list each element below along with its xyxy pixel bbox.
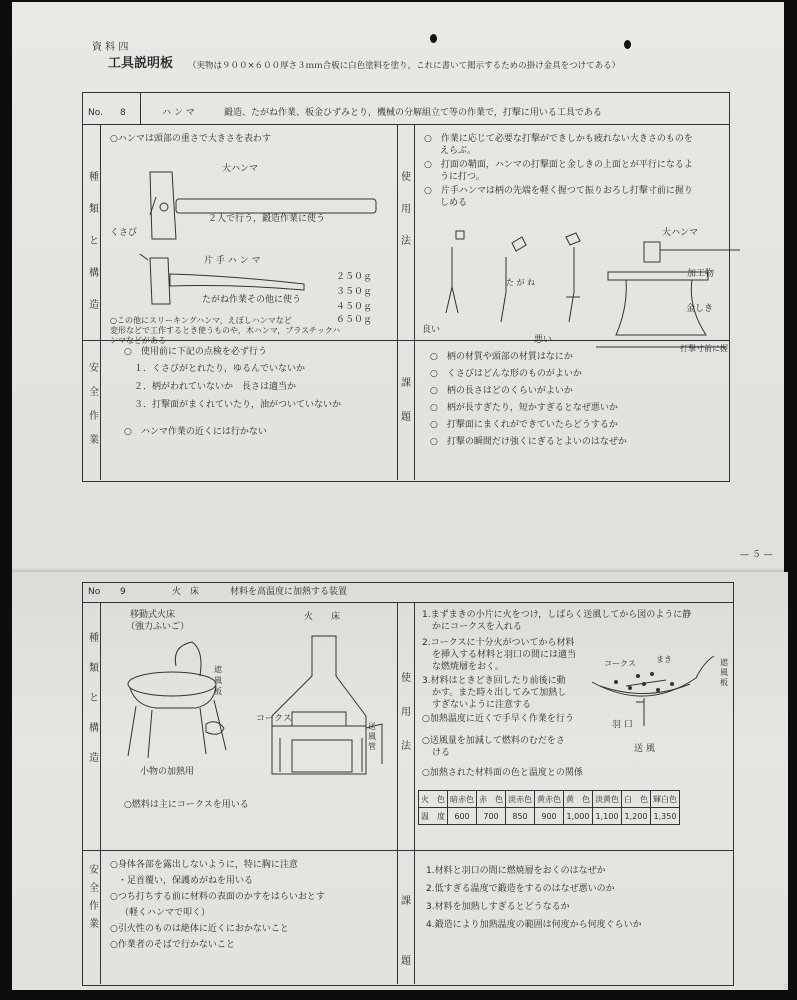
usage9-line-10: ○送風量を加減して燃料のむだをさ — [422, 736, 565, 746]
safety9-line-3: ○つち打ちする前に材料の表面のかすをはらいおとす — [110, 892, 325, 902]
table-cell: 温 度 — [419, 808, 448, 825]
usage9-line-9: ○加熱温度に近くで手早く作業を行う — [422, 714, 574, 724]
types-other-2: 変形などで工作するとき使うものや，木ハンマ，プラスチックハ — [110, 326, 341, 335]
kusabi-label: くさび — [110, 228, 138, 238]
strike-label: 打撃寸前に握 — [680, 344, 728, 353]
task-line-1: ○ 柄の材質や頭部の材質はなにか — [430, 352, 573, 362]
side-label-safety: 安 全 作 業 — [89, 363, 99, 446]
weight-450: ４５０ｇ — [336, 302, 373, 312]
safety-line-3: ２．柄がわれていないか 長さは適当か — [134, 382, 297, 392]
fig-maki-label: まき — [656, 655, 672, 664]
big-hammer-label: 大ハンマ — [222, 164, 259, 174]
fig-coke-label: コークス — [604, 659, 636, 668]
anvil-label: 金しき — [686, 304, 714, 314]
side-label-tasks: 課 題 — [401, 378, 411, 423]
hand-hammer-label: 片 手 ハ ン マ — [204, 256, 261, 266]
task-line-5: ○ 打撃面にまくれができていたらどうするか — [430, 420, 618, 430]
tool-name: ハ ン マ — [162, 108, 195, 118]
document-page-upper — [12, 2, 784, 574]
side-label-usage-9: 使 用 法 — [401, 673, 411, 752]
fig-shield-label: 遮 風 板 — [720, 658, 728, 687]
task9-line-2: 2.低すぎる温度で鍛造をするのはなぜ悪いのか — [426, 884, 615, 894]
document-page-lower — [12, 572, 788, 990]
usage9-line-12: ○加熱された材料面の色と温度との関係 — [422, 768, 583, 778]
table-row — [419, 808, 680, 825]
table-cell: 赤 色 — [477, 791, 506, 808]
table-cell: 1,200 — [622, 808, 651, 825]
side-label-safety-9: 安 全 作 業 — [89, 865, 99, 930]
bad-label: 悪い — [534, 335, 553, 345]
types-intro: ○ハンマは頭部の重さで大きさを表わす — [110, 134, 271, 144]
row-no-label-9: No — [88, 587, 101, 597]
safety9-line-6: ○作業者のそばで行かないこと — [110, 940, 235, 950]
tool-name-9: 火 床 — [172, 587, 200, 597]
table-cell: 輝白色 — [651, 791, 680, 808]
task-line-3: ○ 柄の長さはどのくらいがよいか — [430, 386, 573, 396]
row-no: 8 — [120, 108, 126, 118]
doc-label: 資 料 四 — [92, 42, 129, 53]
fig-tuyere-label: 羽 口 — [612, 720, 633, 730]
safety-line-4: ３．打撃面がまくれていたり，油がついていないか — [134, 400, 342, 410]
hand-hammer-use: たがね作業その他に使う — [202, 295, 302, 305]
color-temperature-table — [418, 790, 680, 825]
usage9-line-2: かにコークスを入れる — [432, 622, 522, 632]
portable-forge-sub: （強力ふいご） — [126, 622, 190, 632]
usage9-line-8: すぎないように注意する — [432, 700, 532, 710]
small-heat-label: 小物の加熱用 — [140, 767, 195, 777]
side-label-tasks-9: 課 題 — [401, 896, 411, 967]
usage-line-3: ○ 打面の鞘面，ハンマの打撃面と金しきの上面とが平行になるよ — [424, 160, 693, 170]
usage9-line-4: を挿入する材料と羽口の間には適当 — [432, 650, 577, 660]
safety-line-2: １．くさびがとれたり，ゆるんでいないか — [134, 364, 306, 374]
table-cell: 火 色 — [419, 791, 448, 808]
table-cell: 黄赤色 — [535, 791, 564, 808]
usage-line-2: えらぶ。 — [440, 146, 477, 156]
table-cell: 暗赤色 — [448, 791, 477, 808]
table-row — [419, 791, 680, 808]
usage-line-1: ○ 作業に応じて必要な打撃ができしかも疲れない大きさのものを — [424, 134, 693, 144]
weight-350: ３５０ｇ — [336, 287, 373, 297]
portable-forge-label: 移動式火床 — [130, 610, 176, 620]
chisel-label: た が ね — [506, 278, 536, 287]
task9-line-1: 1.材料と羽口の間に燃焼層をおくのはなぜか — [426, 866, 606, 876]
safety9-line-2: ・足首覆い，保護めがねを用いる — [118, 876, 254, 886]
safety9-line-4: （軽くハンマで叩く） — [120, 908, 211, 918]
table-cell: 1,000 — [564, 808, 593, 825]
punch-hole — [624, 40, 631, 49]
weight-650: ６５０ｇ — [336, 315, 373, 325]
big-hammer-use: ２人で行う，鍛造作業に使う — [208, 214, 326, 224]
usage-line-6: しめる — [440, 198, 468, 208]
usage9-line-6: 3.材料はときどき回したり前後に動 — [422, 676, 566, 686]
table-cell: 850 — [506, 808, 535, 825]
punch-hole — [430, 34, 437, 43]
weight-250: ２５０ｇ — [336, 272, 373, 282]
task-line-2: ○ くさびはどんな形のものがよいか — [430, 369, 582, 379]
usage9-line-1: 1.まずまきの小片に火をつけ，しばらく送風してから図のように静 — [422, 610, 692, 620]
usage-line-4: うに打つ。 — [440, 172, 485, 182]
doc-title: 工具説明板 — [108, 56, 174, 71]
safety9-line-1: ○身体各部を露出しないように，特に胸に注意 — [110, 860, 298, 870]
usage9-line-3: 2.コークスに十分火がついてから材料 — [422, 638, 575, 648]
row-no-label: No. — [88, 108, 103, 118]
types-other-3: ンマなどがある — [110, 336, 166, 345]
shield-label: 遮 風 板 — [214, 665, 222, 696]
usage-line-5: ○ 片手ハンマは柄の先端を軽く握つて振りおろし打撃寸前に握り — [424, 186, 693, 196]
usage9-line-7: かす。また時々出してみて加熱し — [432, 688, 567, 698]
fig-air-label: 送 風 — [634, 744, 655, 754]
task9-line-3: 3.材料を加熱しすぎるとどうなるか — [426, 902, 570, 912]
table-cell: 1,350 — [651, 808, 680, 825]
table-cell: 700 — [477, 808, 506, 825]
big-hammer-illustration — [112, 167, 392, 247]
usage9-line-11: ける — [432, 748, 451, 758]
doc-note: （実物は９００×６００厚さ３ｍｍ合板に白色塗料を塗り，これに書いて掲示するための掛け金具をつけてある） — [188, 61, 621, 71]
air-pipe-label: 送 風 管 — [368, 722, 376, 751]
portable-forge-illustration — [116, 636, 246, 766]
table-cell: 白 色 — [622, 791, 651, 808]
side-label-usage: 使 用 法 — [401, 172, 411, 247]
table-cell: 淡赤色 — [506, 791, 535, 808]
table-cell: 600 — [448, 808, 477, 825]
table-cell: 黄 色 — [564, 791, 593, 808]
row-no-9: 9 — [120, 587, 126, 597]
task-line-6: ○ 打撃の瞬間だけ強くにぎるとよいのはなぜか — [430, 437, 627, 447]
big-hammer-label-2: 大ハンマ — [662, 228, 699, 238]
task9-line-4: 4.鍛造により加熱温度の範囲は何度から何度ぐらいか — [426, 920, 642, 930]
table-cell: 900 — [535, 808, 564, 825]
safety-line-5: ○ ハンマ作業の近くには行かない — [124, 427, 267, 437]
tool-description-9: 材料を高温度に加熱する装置 — [230, 587, 348, 597]
coke-note: ○燃料は主にコークスを用いる — [124, 800, 249, 810]
safety9-line-5: ○引火性のものは絶体に近くにおかないこと — [110, 924, 289, 934]
corner-mark: ５ — [782, 983, 790, 992]
good-label: 良い — [422, 325, 441, 335]
types-other-1: ○この他にスリーキングハンマ，えぼしハンマなど — [110, 316, 292, 325]
table-cell: 淡黄色 — [593, 791, 622, 808]
tool-description: 鍛造、たがね作業、板金ひずみとり，機械の分解組立て等の作業で，打撃に用いる工具である — [224, 108, 602, 118]
page-number: — ５ — — [740, 550, 773, 560]
usage9-line-5: な燃焼層をおく。 — [432, 662, 504, 672]
side-label-types: 種 類 と 構 造 — [89, 172, 99, 311]
work-label: 加工物 — [687, 269, 715, 279]
table-cell: 1,100 — [593, 808, 622, 825]
coke-label: コークス — [256, 714, 292, 724]
side-label-types-9: 種 類 と 構 造 — [89, 633, 99, 764]
task-line-4: ○ 柄が長すぎたり，短かすぎるとなぜ悪いか — [430, 403, 618, 413]
forge-label: 火 床 — [304, 612, 341, 622]
safety-line-1: ○ 使用前に下記の点検を必ず行う — [124, 347, 267, 357]
forge-illustration — [252, 628, 392, 778]
